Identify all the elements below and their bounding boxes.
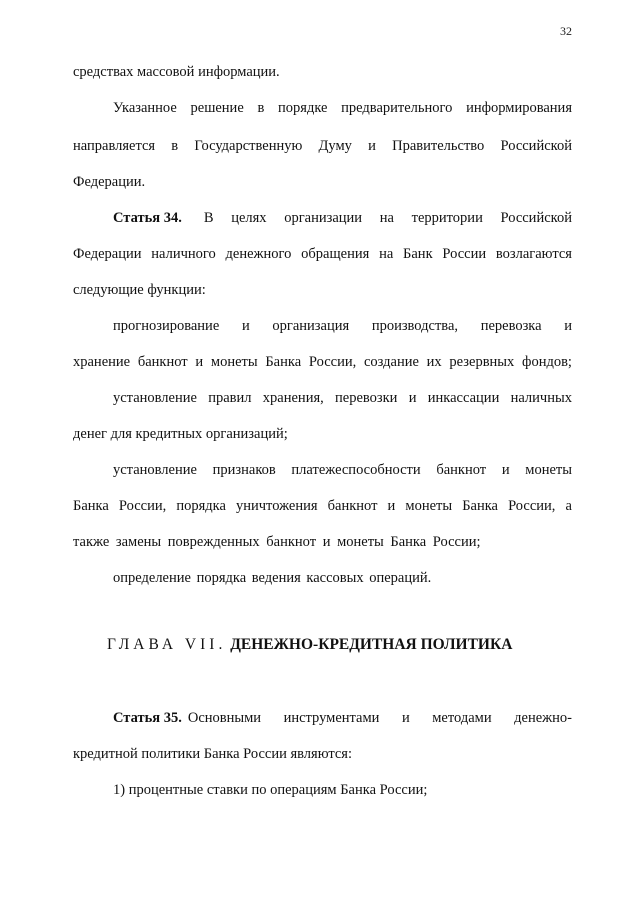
text-line [113,98,572,118]
word: платежеспособности [291,462,421,478]
text-line [73,496,572,516]
word: Банка [265,354,302,370]
word: в [257,100,265,116]
page-number: 32 [560,24,572,38]
chapter-label: ГЛАВА VII. [107,636,227,653]
word: решение [190,100,244,116]
word: инструментами [283,710,380,726]
word: и [241,318,250,334]
word: информирования [466,100,572,116]
word: денежно- [514,710,572,726]
word: инкассации [427,390,500,406]
text-line [73,532,481,552]
text-span: следующие функции: [73,282,206,298]
word: организация [272,318,350,334]
word: перевозки [335,390,398,406]
word: Российской [500,138,572,154]
text-span [188,708,572,728]
word: монеты [405,498,453,514]
text-span: 1) процентные ставки по операциям Банка России; [113,782,428,798]
word: уничтожения [236,498,318,514]
word: признаков [212,462,276,478]
word: Российской [500,210,572,226]
word: хранения, [262,390,324,406]
chapter-heading [107,636,512,654]
text-line [73,172,145,192]
word: Указанное [113,100,177,116]
text-span: Федерации. [73,174,146,190]
word: и [195,354,204,370]
word: предварительного [341,100,453,116]
word: России, [508,498,556,514]
word: В [203,210,214,226]
word: Банка [462,498,498,514]
text-line [73,424,288,444]
word: порядке [278,100,328,116]
word: Банк [403,246,433,262]
word: установление [113,390,197,406]
word: а [565,498,572,514]
word: установление [113,462,197,478]
word: монеты [525,462,572,478]
word: Государственную [194,138,303,154]
word: целях [231,210,267,226]
text-line [73,244,572,264]
word: и [408,390,417,406]
text-span: средствах массовой информации. [73,64,280,80]
word: методами [432,710,492,726]
word: монеты [210,354,258,370]
word: банкнот [137,354,188,370]
chapter-title: ДЕНЕЖНО-КРЕДИТНАЯ ПОЛИТИКА [230,636,513,653]
word: и [387,498,396,514]
word: в [171,138,179,154]
word: их [426,354,442,370]
word: Думу [318,138,352,154]
word: создание [363,354,419,370]
word: банкнот [327,498,378,514]
text-line [73,352,572,372]
text-span [204,208,572,228]
word: Правительство [392,138,485,154]
text-line [113,388,572,408]
text-line [73,744,352,764]
word: резервных [449,354,515,370]
word: направляется [73,138,156,154]
word: производства, [371,318,459,334]
text-span: определение порядка ведения кассовых операций. [113,570,432,586]
word: Основными [187,710,262,726]
text-line [73,62,280,82]
word: денежного [225,246,292,262]
text-line [113,568,431,588]
word: Банка [73,498,109,514]
word: на [379,246,394,262]
word: наличных [510,390,572,406]
word: на [379,210,394,226]
word: России, [308,354,357,370]
article-heading: Статья 34. [113,210,182,226]
word: Федерации [73,246,142,262]
text-span: также замены поврежденных банкнот и монеты Банка России; [73,534,481,550]
word: и [401,710,410,726]
word: фондов; [522,354,572,370]
text-line [113,208,572,228]
word: России, [118,498,167,514]
word: банкнот [436,462,487,478]
word: возлагаются [495,246,572,262]
text-span: денег для кредитных организаций; [73,426,288,442]
word: наличного [151,246,216,262]
word: перевозка [480,318,542,334]
article-heading: Статья 35. [113,710,182,726]
word: и [368,138,376,154]
word: и [564,318,572,334]
word: правил [208,390,252,406]
text-line [113,708,572,728]
text-line [113,780,427,800]
text-line [73,136,572,156]
text-line [73,280,206,300]
word: и [501,462,510,478]
word: порядка [176,498,226,514]
word: территории [411,210,483,226]
word: прогнозирование [113,318,220,334]
word: организации [284,210,363,226]
word: хранение [73,354,131,370]
text-line [113,460,572,480]
text-line [113,316,572,336]
word: России [442,246,487,262]
text-span: кредитной политики Банка России являются: [73,746,353,762]
word: обращения [301,246,370,262]
